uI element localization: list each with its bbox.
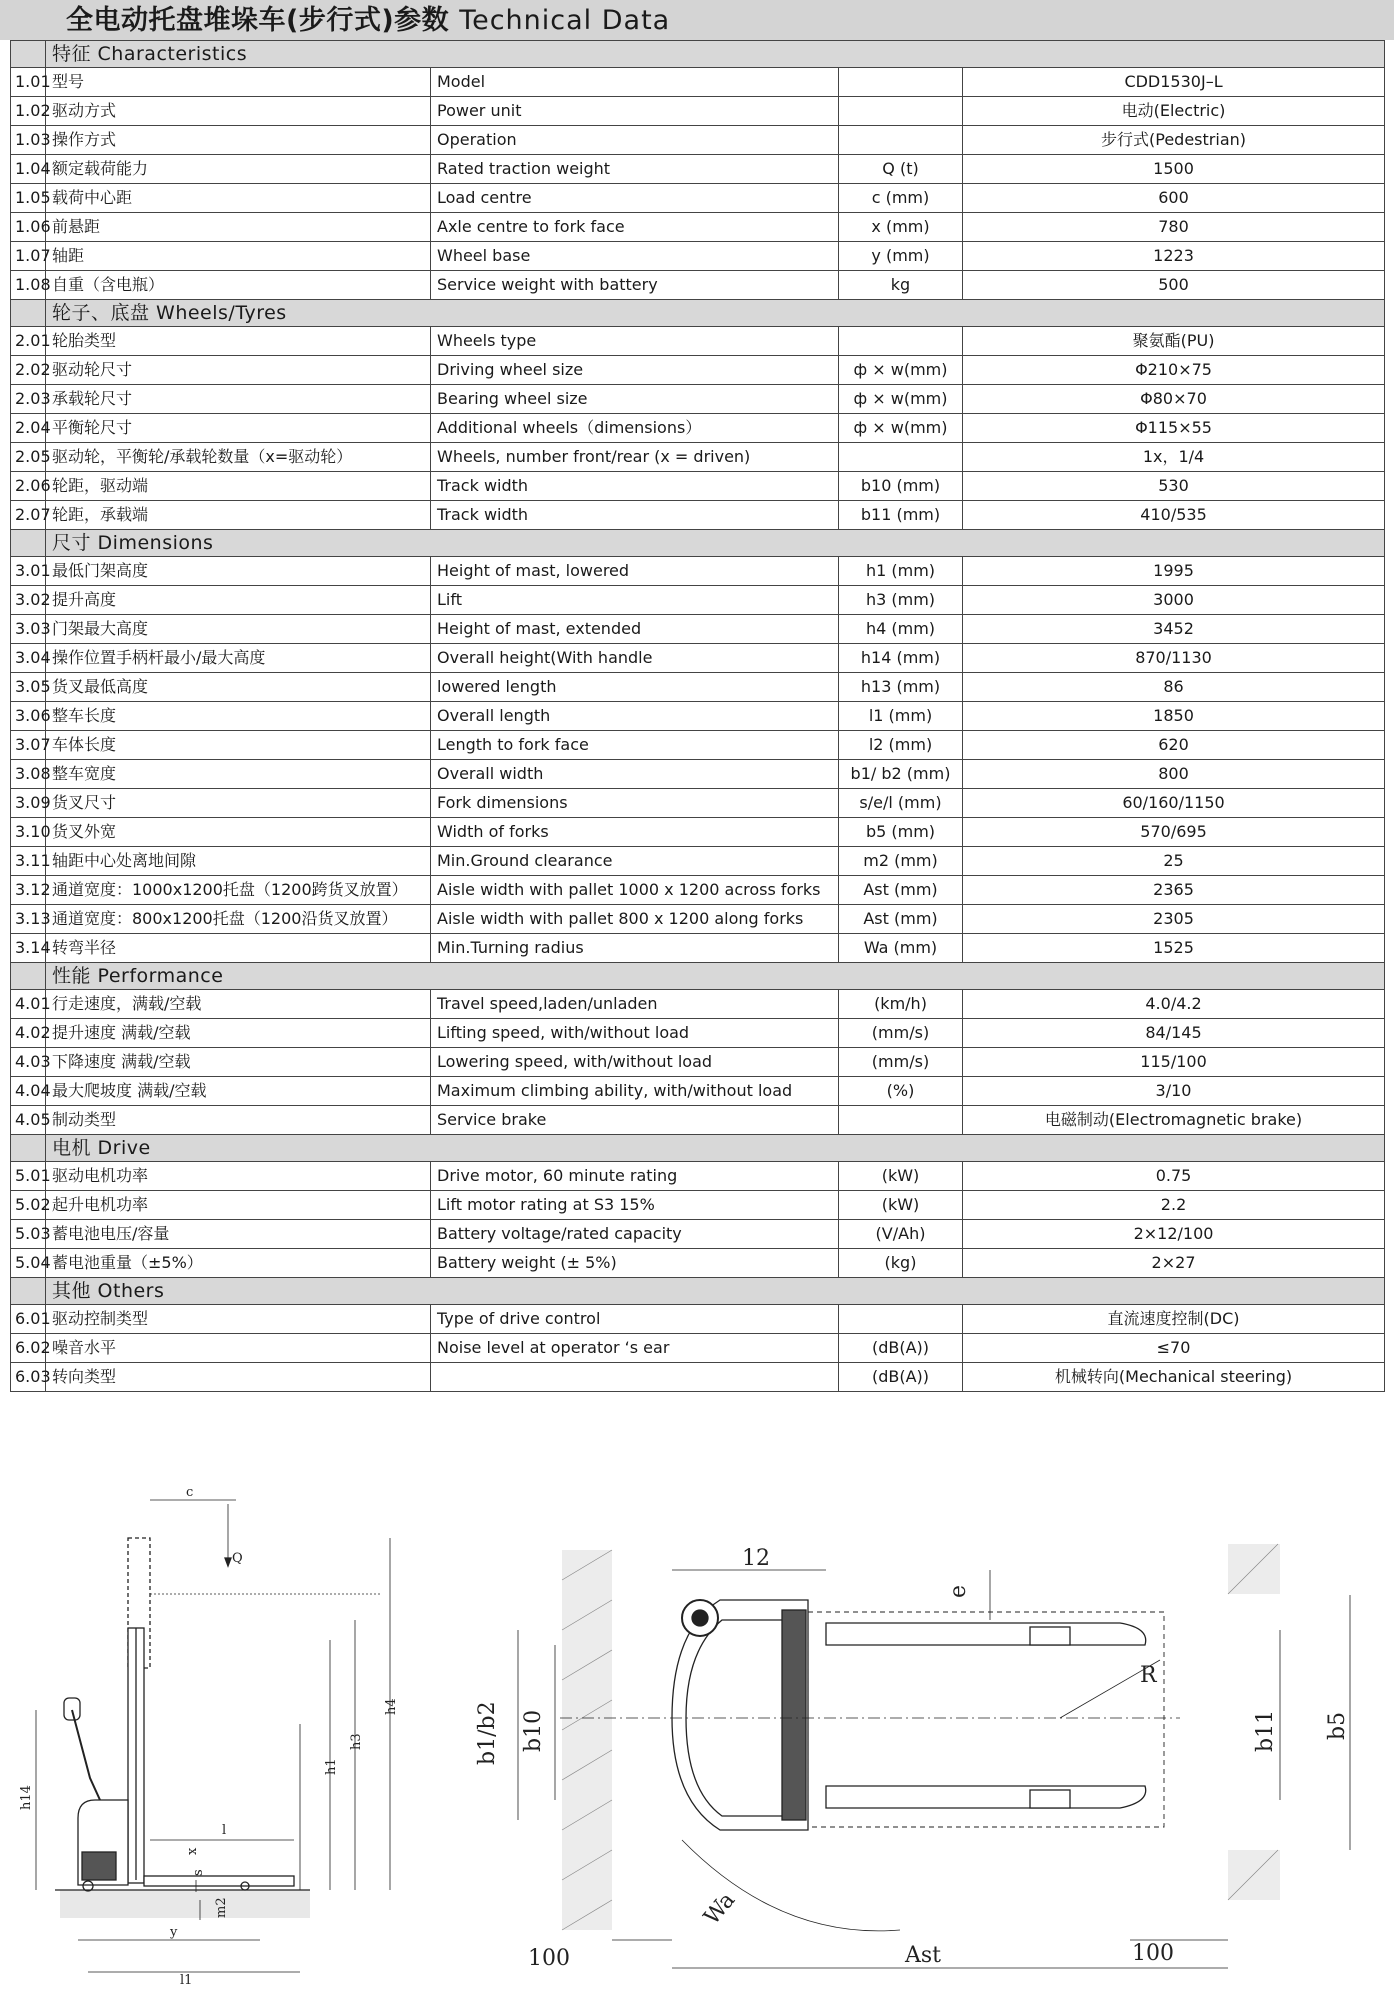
spec-name-cn: 自重（含电瓶） [46, 271, 431, 300]
spec-row [11, 760, 1385, 789]
spec-value: 1525 [963, 934, 1385, 963]
label-wa: Wa [699, 1887, 741, 1930]
spec-unit: (km/h) [839, 990, 963, 1019]
spec-unit: ф × w(mm) [839, 414, 963, 443]
section-no-cell [11, 41, 46, 68]
row-number: 1.06 [11, 213, 46, 242]
spec-unit: kg [839, 271, 963, 300]
title-cn: 全电动托盘堆垛车(步行式)参数 [66, 5, 450, 36]
spec-name-en: Lift motor rating at S3 15% [431, 1191, 839, 1220]
spec-value: 2.2 [963, 1191, 1385, 1220]
spec-unit: h13 (mm) [839, 673, 963, 702]
spec-unit [839, 68, 963, 97]
row-number: 5.02 [11, 1191, 46, 1220]
spec-name-cn: 整车长度 [46, 702, 431, 731]
spec-value: CDD1530J–L [963, 68, 1385, 97]
spec-name-cn: 驱动控制类型 [46, 1305, 431, 1334]
spec-row [11, 876, 1385, 905]
row-number: 4.05 [11, 1106, 46, 1135]
spec-value: 800 [963, 760, 1385, 789]
section-title: 特征 Characteristics [46, 41, 1385, 68]
section-title: 尺寸 Dimensions [46, 530, 1385, 557]
section-no-cell [11, 1278, 46, 1305]
spec-unit: l1 (mm) [839, 702, 963, 731]
side-view-drawing [36, 1500, 390, 1972]
spec-unit: c (mm) [839, 184, 963, 213]
row-number: 6.03 [11, 1363, 46, 1392]
spec-value: 0.75 [963, 1162, 1385, 1191]
spec-row [11, 615, 1385, 644]
spec-value: 电动(Electric) [963, 97, 1385, 126]
spec-value: 410/535 [963, 501, 1385, 530]
section-header [11, 41, 1385, 68]
spec-value: ≤70 [963, 1334, 1385, 1363]
spec-value: 步行式(Pedestrian) [963, 126, 1385, 155]
spec-value: 3452 [963, 615, 1385, 644]
spec-row [11, 789, 1385, 818]
section-title: 轮子、底盘 Wheels/Tyres [46, 300, 1385, 327]
spec-unit: h1 (mm) [839, 557, 963, 586]
spec-value: 1995 [963, 557, 1385, 586]
row-number: 1.02 [11, 97, 46, 126]
spec-unit: y (mm) [839, 242, 963, 271]
spec-name-cn: 蓄电池重量（±5%） [46, 1249, 431, 1278]
spec-row [11, 818, 1385, 847]
spec-name-en: Rated traction weight [431, 155, 839, 184]
row-number: 3.01 [11, 557, 46, 586]
spec-row [11, 126, 1385, 155]
spec-row [11, 1334, 1385, 1363]
spec-name-en: Type of drive control [431, 1305, 839, 1334]
label-ast: Ast [905, 1943, 942, 1968]
spec-unit: (%) [839, 1077, 963, 1106]
spec-name-cn: 起升电机功率 [46, 1191, 431, 1220]
label-r: R [1140, 1663, 1157, 1688]
row-number: 5.01 [11, 1162, 46, 1191]
label-l1: l1 [180, 1973, 193, 1988]
spec-row [11, 673, 1385, 702]
spec-name-en: Drive motor, 60 minute rating [431, 1162, 839, 1191]
spec-name-cn: 型号 [46, 68, 431, 97]
spec-name-en: Axle centre to fork face [431, 213, 839, 242]
spec-name-cn: 门架最大高度 [46, 615, 431, 644]
row-number: 3.07 [11, 731, 46, 760]
spec-name-cn: 操作方式 [46, 126, 431, 155]
section-no-cell [11, 963, 46, 990]
spec-name-cn: 蓄电池电压/容量 [46, 1220, 431, 1249]
spec-row [11, 586, 1385, 615]
spec-name-en: Lowering speed, with/without load [431, 1048, 839, 1077]
spec-row [11, 1019, 1385, 1048]
row-number: 6.02 [11, 1334, 46, 1363]
label-y: y [170, 1925, 178, 1940]
spec-row [11, 155, 1385, 184]
spec-name-en: lowered length [431, 673, 839, 702]
spec-name-en: Operation [431, 126, 839, 155]
spec-value: 2×12/100 [963, 1220, 1385, 1249]
spec-unit: ф × w(mm) [839, 356, 963, 385]
row-number: 3.09 [11, 789, 46, 818]
section-header [11, 300, 1385, 327]
label-b5: b5 [1325, 1711, 1350, 1740]
spec-name-cn: 轮距，驱动端 [46, 472, 431, 501]
label-x: x [185, 1847, 200, 1855]
spec-unit: l2 (mm) [839, 731, 963, 760]
spec-unit: h4 (mm) [839, 615, 963, 644]
spec-name-cn: 额定载荷能力 [46, 155, 431, 184]
spec-name-en: Min.Turning radius [431, 934, 839, 963]
spec-name-cn: 转向类型 [46, 1363, 431, 1392]
label-b10: b10 [521, 1709, 546, 1752]
section-no-cell [11, 1135, 46, 1162]
label-h3: h3 [349, 1733, 364, 1750]
spec-value: 500 [963, 271, 1385, 300]
spec-unit [839, 443, 963, 472]
title-en: Technical Data [459, 5, 671, 36]
spec-name-cn: 平衡轮尺寸 [46, 414, 431, 443]
spec-unit: h14 (mm) [839, 644, 963, 673]
row-number: 4.03 [11, 1048, 46, 1077]
spec-name-en: Overall width [431, 760, 839, 789]
spec-name-en: Track width [431, 501, 839, 530]
spec-name-en: Wheels type [431, 327, 839, 356]
spec-name-en: Aisle width with pallet 800 x 1200 along forks [431, 905, 839, 934]
spec-name-cn: 行走速度，满载/空载 [46, 990, 431, 1019]
spec-row [11, 1077, 1385, 1106]
spec-unit: (V/Ah) [839, 1220, 963, 1249]
spec-name-en: Noise level at operator ‘s ear [431, 1334, 839, 1363]
row-number: 3.13 [11, 905, 46, 934]
row-number: 3.08 [11, 760, 46, 789]
spec-name-cn: 噪音水平 [46, 1334, 431, 1363]
spec-table [10, 40, 1385, 1392]
row-number: 3.05 [11, 673, 46, 702]
spec-unit: (mm/s) [839, 1019, 963, 1048]
spec-name-en: Lifting speed, with/without load [431, 1019, 839, 1048]
spec-unit: ф × w(mm) [839, 385, 963, 414]
title-bar [0, 0, 1394, 40]
spec-value: 570/695 [963, 818, 1385, 847]
spec-row [11, 385, 1385, 414]
spec-name-cn: 载荷中心距 [46, 184, 431, 213]
spec-row [11, 1191, 1385, 1220]
spec-value: 2×27 [963, 1249, 1385, 1278]
spec-name-cn: 驱动电机功率 [46, 1162, 431, 1191]
spec-name-cn: 最大爬坡度 满载/空载 [46, 1077, 431, 1106]
row-number: 1.08 [11, 271, 46, 300]
spec-value: 60/160/1150 [963, 789, 1385, 818]
spec-unit: s/e/l (mm) [839, 789, 963, 818]
spec-value: 620 [963, 731, 1385, 760]
spec-name-cn: 提升高度 [46, 586, 431, 615]
row-number: 2.07 [11, 501, 46, 530]
spec-name-en: Service brake [431, 1106, 839, 1135]
spec-value: 86 [963, 673, 1385, 702]
row-number: 1.03 [11, 126, 46, 155]
spec-name-cn: 制动类型 [46, 1106, 431, 1135]
spec-row [11, 905, 1385, 934]
row-number: 2.02 [11, 356, 46, 385]
label-b1-b2: b1/b2 [475, 1701, 500, 1765]
spec-row [11, 1363, 1385, 1392]
section-header [11, 530, 1385, 557]
spec-name-cn: 轴距中心处离地间隙 [46, 847, 431, 876]
spec-value: 电磁制动(Electromagnetic brake) [963, 1106, 1385, 1135]
spec-name-en: Width of forks [431, 818, 839, 847]
row-number: 4.04 [11, 1077, 46, 1106]
spec-value: 聚氨酯(PU) [963, 327, 1385, 356]
spec-name-cn: 承载轮尺寸 [46, 385, 431, 414]
spec-name-cn: 轮距，承载端 [46, 501, 431, 530]
row-number: 3.14 [11, 934, 46, 963]
label-m2: m2 [214, 1897, 229, 1918]
row-number: 2.03 [11, 385, 46, 414]
label-b11: b11 [1253, 1709, 1278, 1752]
spec-name-en: Maximum climbing ability, with/without load [431, 1077, 839, 1106]
row-number: 2.04 [11, 414, 46, 443]
spec-unit: b10 (mm) [839, 472, 963, 501]
spec-value: 600 [963, 184, 1385, 213]
row-number: 2.05 [11, 443, 46, 472]
row-number: 3.04 [11, 644, 46, 673]
row-number: 1.04 [11, 155, 46, 184]
row-number: 6.01 [11, 1305, 46, 1334]
spec-value: 530 [963, 472, 1385, 501]
spec-name-cn: 转弯半径 [46, 934, 431, 963]
spec-value: 780 [963, 213, 1385, 242]
spec-row [11, 1305, 1385, 1334]
row-number: 4.01 [11, 990, 46, 1019]
spec-unit [839, 327, 963, 356]
spec-unit: (dB(A)) [839, 1334, 963, 1363]
spec-row [11, 472, 1385, 501]
spec-value: Φ80×70 [963, 385, 1385, 414]
spec-name-en: Battery weight (± 5%) [431, 1249, 839, 1278]
section-title: 电机 Drive [46, 1135, 1385, 1162]
row-number: 5.03 [11, 1220, 46, 1249]
label-c: c [186, 1485, 194, 1500]
label-h4: h4 [384, 1698, 399, 1715]
spec-row [11, 242, 1385, 271]
spec-name-en: Lift [431, 586, 839, 615]
spec-name-en: Track width [431, 472, 839, 501]
spec-name-cn: 最低门架高度 [46, 557, 431, 586]
spec-row [11, 1162, 1385, 1191]
spec-unit: b5 (mm) [839, 818, 963, 847]
spec-name-en: Wheels, number front/rear (x = driven) [431, 443, 839, 472]
spec-unit: Ast (mm) [839, 876, 963, 905]
spec-row [11, 443, 1385, 472]
spec-value: 1223 [963, 242, 1385, 271]
spec-value: 115/100 [963, 1048, 1385, 1077]
spec-unit: b1/ b2 (mm) [839, 760, 963, 789]
spec-row [11, 557, 1385, 586]
top-view-drawing [518, 1544, 1350, 1968]
spec-row [11, 327, 1385, 356]
spec-value: Φ115×55 [963, 414, 1385, 443]
spec-unit: Q (t) [839, 155, 963, 184]
section-title: 性能 Performance [46, 963, 1385, 990]
row-number: 3.10 [11, 818, 46, 847]
spec-name-en: Fork dimensions [431, 789, 839, 818]
spec-unit: b11 (mm) [839, 501, 963, 530]
spec-unit: Wa (mm) [839, 934, 963, 963]
section-header [11, 1278, 1385, 1305]
label-100-right: 100 [1132, 1941, 1174, 1966]
spec-value: 2305 [963, 905, 1385, 934]
spec-name-cn: 通道宽度：1000x1200托盘（1200跨货叉放置） [46, 876, 431, 905]
row-number: 4.02 [11, 1019, 46, 1048]
row-number: 3.11 [11, 847, 46, 876]
spec-name-en: Load centre [431, 184, 839, 213]
spec-value: 3000 [963, 586, 1385, 615]
spec-value: 直流速度控制(DC) [963, 1305, 1385, 1334]
spec-unit: x (mm) [839, 213, 963, 242]
spec-row [11, 68, 1385, 97]
spec-value: 84/145 [963, 1019, 1385, 1048]
row-number: 1.05 [11, 184, 46, 213]
spec-value: 1x，1/4 [963, 443, 1385, 472]
spec-value: 25 [963, 847, 1385, 876]
spec-unit: (kg) [839, 1249, 963, 1278]
spec-value: Φ210×75 [963, 356, 1385, 385]
spec-value: 2365 [963, 876, 1385, 905]
dimension-drawings [0, 1460, 1394, 2001]
spec-name-en: Travel speed,laden/unladen [431, 990, 839, 1019]
spec-row [11, 934, 1385, 963]
section-no-cell [11, 300, 46, 327]
spec-name-cn: 操作位置手柄杆最小/最大高度 [46, 644, 431, 673]
spec-name-cn: 下降速度 满载/空载 [46, 1048, 431, 1077]
spec-row [11, 1106, 1385, 1135]
label-e: e [946, 1584, 971, 1598]
spec-row [11, 1220, 1385, 1249]
spec-unit: m2 (mm) [839, 847, 963, 876]
spec-name-en: Wheel base [431, 242, 839, 271]
spec-unit: Ast (mm) [839, 905, 963, 934]
spec-name-cn: 前悬距 [46, 213, 431, 242]
spec-row [11, 731, 1385, 760]
spec-name-en [431, 1363, 839, 1392]
spec-row [11, 990, 1385, 1019]
spec-row [11, 1048, 1385, 1077]
row-number: 1.07 [11, 242, 46, 271]
spec-name-cn: 货叉外宽 [46, 818, 431, 847]
spec-name-en: Min.Ground clearance [431, 847, 839, 876]
spec-name-cn: 整车宽度 [46, 760, 431, 789]
page-title [66, 4, 670, 38]
spec-row [11, 644, 1385, 673]
section-title: 其他 Others [46, 1278, 1385, 1305]
spec-name-cn: 货叉尺寸 [46, 789, 431, 818]
row-number: 3.02 [11, 586, 46, 615]
spec-unit [839, 1305, 963, 1334]
row-number: 3.03 [11, 615, 46, 644]
spec-value: 1850 [963, 702, 1385, 731]
label-h14: h14 [19, 1785, 34, 1810]
section-no-cell [11, 530, 46, 557]
row-number: 2.06 [11, 472, 46, 501]
spec-name-cn: 驱动方式 [46, 97, 431, 126]
spec-name-cn: 轴距 [46, 242, 431, 271]
spec-name-en: Battery voltage/rated capacity [431, 1220, 839, 1249]
label-l2: 12 [742, 1546, 770, 1571]
spec-name-en: Height of mast, extended [431, 615, 839, 644]
spec-name-en: Height of mast, lowered [431, 557, 839, 586]
spec-name-cn: 驱动轮，平衡轮/承载轮数量（x=驱动轮） [46, 443, 431, 472]
spec-row [11, 847, 1385, 876]
spec-row [11, 271, 1385, 300]
spec-unit [839, 126, 963, 155]
spec-name-en: Model [431, 68, 839, 97]
label-l: l [222, 1823, 227, 1838]
spec-unit: (mm/s) [839, 1048, 963, 1077]
spec-name-en: Overall height(With handle [431, 644, 839, 673]
spec-row [11, 184, 1385, 213]
spec-row [11, 213, 1385, 242]
spec-unit: (dB(A)) [839, 1363, 963, 1392]
spec-unit: (kW) [839, 1162, 963, 1191]
spec-name-en: Length to fork face [431, 731, 839, 760]
spec-value: 1500 [963, 155, 1385, 184]
spec-row [11, 501, 1385, 530]
row-number: 5.04 [11, 1249, 46, 1278]
spec-name-cn: 轮胎类型 [46, 327, 431, 356]
section-header [11, 963, 1385, 990]
spec-name-en: Overall length [431, 702, 839, 731]
spec-unit [839, 1106, 963, 1135]
spec-name-cn: 车体长度 [46, 731, 431, 760]
label-s: s [191, 1869, 206, 1876]
spec-value: 870/1130 [963, 644, 1385, 673]
label-100-left: 100 [528, 1946, 570, 1971]
row-number: 3.06 [11, 702, 46, 731]
spec-unit: h3 (mm) [839, 586, 963, 615]
spec-name-cn: 货叉最低高度 [46, 673, 431, 702]
spec-unit: (kW) [839, 1191, 963, 1220]
spec-name-en: Additional wheels（dimensions） [431, 414, 839, 443]
spec-name-en: Driving wheel size [431, 356, 839, 385]
label-h1: h1 [324, 1758, 339, 1775]
section-header [11, 1135, 1385, 1162]
spec-name-en: Bearing wheel size [431, 385, 839, 414]
spec-value: 3/10 [963, 1077, 1385, 1106]
spec-value: 机械转向(Mechanical steering) [963, 1363, 1385, 1392]
spec-name-cn: 驱动轮尺寸 [46, 356, 431, 385]
spec-name-en: Service weight with battery [431, 271, 839, 300]
spec-name-en: Aisle width with pallet 1000 x 1200 across forks [431, 876, 839, 905]
spec-row [11, 1249, 1385, 1278]
spec-unit [839, 97, 963, 126]
spec-row [11, 414, 1385, 443]
spec-name-cn: 提升速度 满载/空载 [46, 1019, 431, 1048]
spec-name-en: Power unit [431, 97, 839, 126]
spec-value: 4.0/4.2 [963, 990, 1385, 1019]
spec-name-cn: 通道宽度：800x1200托盘（1200沿货叉放置） [46, 905, 431, 934]
row-number: 3.12 [11, 876, 46, 905]
label-q: Q [232, 1551, 243, 1566]
row-number: 2.01 [11, 327, 46, 356]
spec-row [11, 702, 1385, 731]
row-number: 1.01 [11, 68, 46, 97]
spec-row [11, 97, 1385, 126]
spec-row [11, 356, 1385, 385]
